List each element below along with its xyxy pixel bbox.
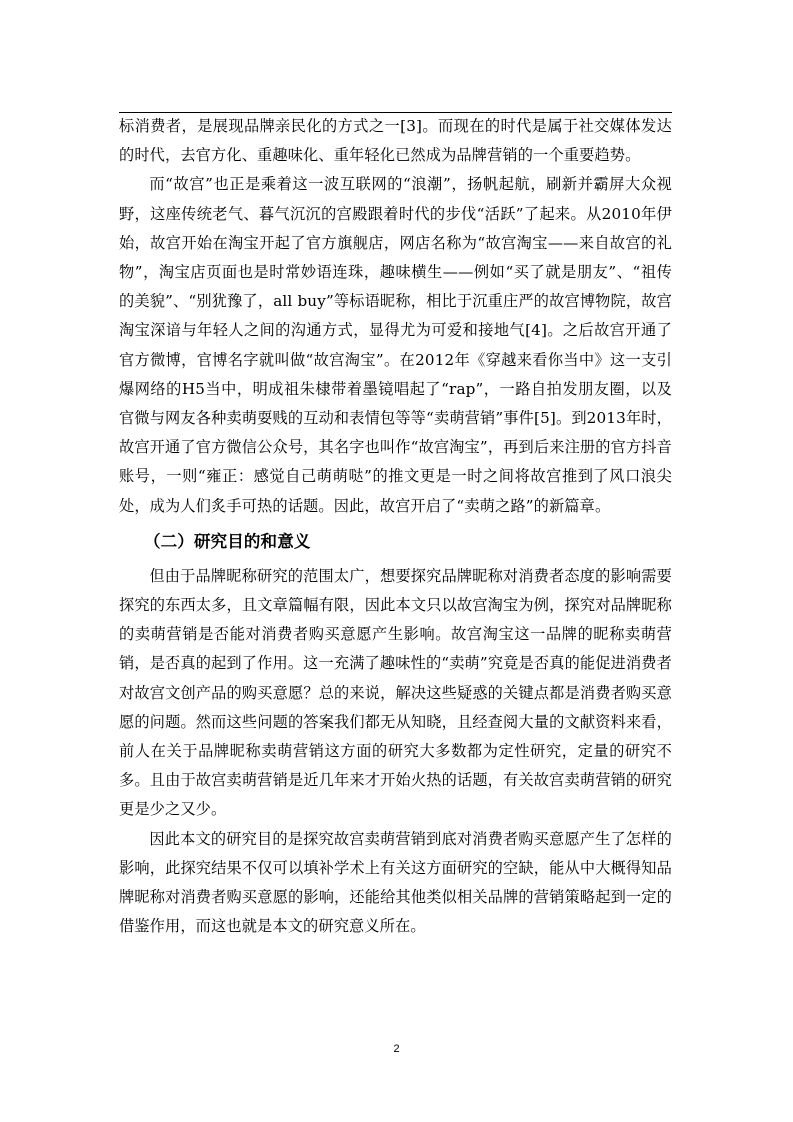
page-number: 2: [393, 1043, 400, 1055]
section-heading: （二）研究目的和意义: [144, 531, 311, 551]
background-paragraph: 而“故宫”也正是乘着这一波互联网的“浪潮”，扬帆起航，刷新并霸屏大众视野，这座传统老气、暮气沉沉的宫殿跟着时代的步伐“活跃”了起来。从2010年伊始，故宫开始在淘宝开起了官方旗舰店，网店名称为“故宫淘宝——来自故宫的礼物”，淘宝店页面也是时常妙语连珠，趣味横生——例如“买了就是朋友”、“祖传的美貌”、“别犹豫了，all buy”等标语昵称，相比于沉重庄严的故宫博物院，故宫淘宝深谙与年轻人之间的沟通方式，显得尤为可爱和接地气[4]。之后故宫开通了官方微博，官博名字就叫做“故宫淘宝”。在2012年《穿越来看你当中》这一支引爆网络的H5当中，明成祖朱棣带着墨镜唱起了“rap”，一路自拍发朋友圈，以及官微与网友各种卖萌耍贱的互动和表情包等等“卖萌营销”事件[5]。到2013年时，故宫开通了官方微信公众号，其名字也叫作“故宫淘宝”，再到后来注册的官方抖音账号，一则“雍正：感觉自己萌萌哒”的推文更是一时之间将故宫推到了风口浪尖处，成为人们炙手可热的话题。因此，故宫开启了“卖萌之路”的新篇章。: [119, 175, 672, 515]
purpose-paragraph: 但由于品牌昵称研究的范围太广，想要探究品牌昵称对消费者态度的影响需要探究的东西太多，且文章篇幅有限，因此本文只以故宫淘宝为例，探究对品牌昵称的卖萌营销是否能对消费者购买意愿产生影响。故宫淘宝这一品牌的昵称卖萌营销，是否真的起到了作用。这一充满了趣味性的“卖萌”究竟是否真的能促进消费者对故宫文创产品的购买意愿？总的来说，解决这些疑惑的关键点都是消费者购买意愿的问题。然而这些问题的答案我们都无从知晓，且经查阅大量的文献资料来看，前人在关于品牌昵称卖萌营销这方面的研究大多数都为定性研究，定量的研究不多。且由于故宫卖萌营销是近几年来才开始火热的话题，有关故宫卖萌营销的研究更是少之又少。: [119, 566, 672, 819]
continuation-paragraph: 标消费者，是展现品牌亲民化的方式之一[3]。而现在的时代是属于社交媒体发达的时代，去官方化、重趣味化、重年轻化已然成为品牌营销的一个重要趋势。: [119, 117, 672, 165]
significance-paragraph: 因此本文的研究目的是探究故宫卖萌营销到底对消费者购买意愿产生了怎样的影响，此探究结果不仅可以填补学术上有关这方面研究的空缺，能从中大概得知品牌昵称对消费者购买意愿的影响，还能给其他类似相关品牌的营销策略起到一定的借鉴作用，而这也就是本文的研究意义所在。: [119, 829, 672, 936]
body-text: [119, 112, 672, 941]
